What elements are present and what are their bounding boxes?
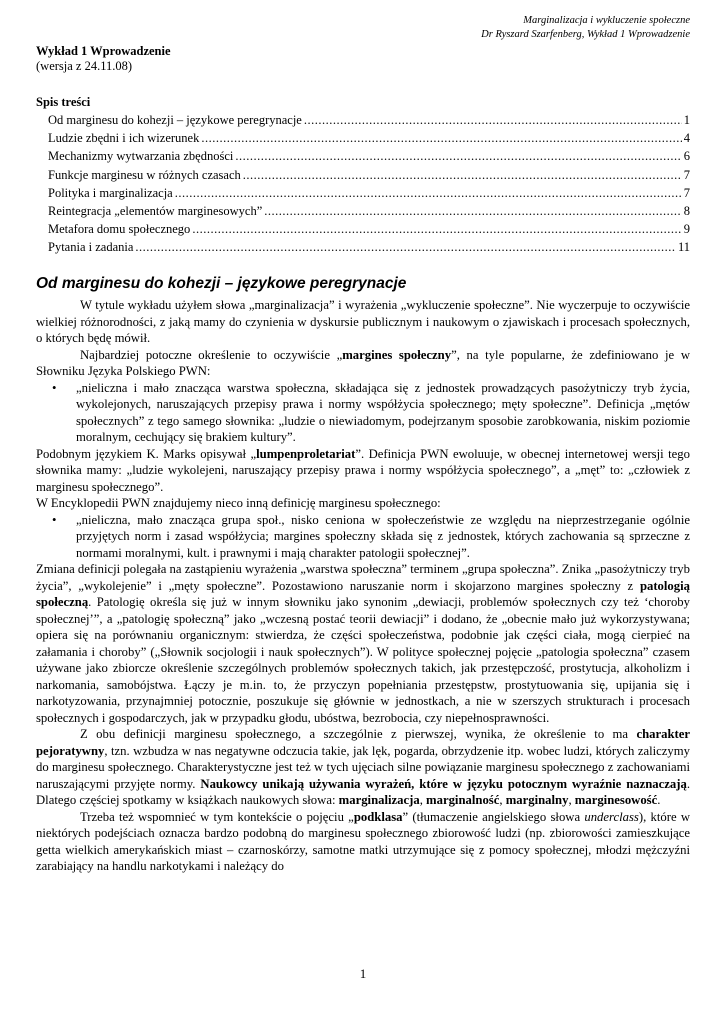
paragraph-3-text-a: Podobnym językiem K. Marks opisywał „ xyxy=(36,446,257,461)
term-marginalnosc: marginalność xyxy=(426,793,500,807)
toc-entry-page[interactable]: 8 xyxy=(683,203,690,218)
toc-entry-title[interactable]: Od marginesu do kohezji – językowe peregrynacje xyxy=(48,113,302,127)
document-title: Wykład 1 Wprowadzenie xyxy=(36,44,171,58)
toc-entry[interactable] xyxy=(48,166,690,184)
term-marginalny: marginalny xyxy=(505,793,569,807)
definition-pwn-encyclopedia: „nieliczna, mało znacząca grupa społ., nisko ceniona w społeczeństwie ze względu na nieprzestrzeganie ogólnie przyjętych norm i zasad współżycia; margines społeczny składa się z jednostek, których zachowania są sprzeczne z normami moralnymi, kult. i prawnymi i mają charakter patologii społecznej”. xyxy=(76,512,690,560)
section-body xyxy=(36,297,690,875)
toc-dot-leader xyxy=(175,184,682,202)
page-number: 1 xyxy=(359,966,367,981)
toc-entry[interactable] xyxy=(48,184,690,202)
toc-dot-leader xyxy=(201,129,681,147)
term-marginesowosc: marginesowość xyxy=(574,793,658,807)
running-header xyxy=(481,14,690,42)
paragraph-6-text-c: . Dlatego częściej spotkamy w książkach naukowych słowa: xyxy=(36,776,690,807)
toc-dot-leader xyxy=(264,202,681,220)
list-item xyxy=(36,380,690,446)
term-charakter-pejoratywny: charakter pejoratywny xyxy=(36,727,690,758)
paragraph-2-text-a: Najbardziej potoczne określenie to oczywiście „ xyxy=(80,347,343,362)
term-margines-spoleczny: margines społeczny xyxy=(342,347,452,362)
toc-entry[interactable] xyxy=(48,111,690,129)
list-item xyxy=(36,512,690,562)
toc-entry-title[interactable]: Pytania i zadania xyxy=(48,240,134,255)
document-page xyxy=(36,0,690,1024)
toc-dot-leader xyxy=(135,238,676,256)
toc-dot-leader xyxy=(235,147,681,165)
definition-list-2 xyxy=(36,512,690,562)
header-author-lecture: Dr Ryszard Szarfenberg, Wykład 1 Wprowadzenie xyxy=(481,29,690,40)
definition-pwn-dictionary: „nieliczna i mało znacząca warstwa społeczna, składająca się z jednostek prowadzących pasożytniczy tryb życia, wykolejonych, naruszających przepisy prawa i normy współżycia społecznego; męty społeczne”. Definicja „mętów społecznych” z tego samego słownika: „ludzie o niewiadomym, podejrzanym sposobie zarobkowania, niskim poziomie moralnym, cechujący się brakiem kultury”. xyxy=(76,380,690,444)
term-lumpenproletariat: lumpenproletariat xyxy=(256,446,356,461)
bullet-icon: • xyxy=(52,512,57,527)
term-podklasa: podklasa xyxy=(353,809,403,824)
toc-dot-leader xyxy=(304,111,682,129)
bullet-icon: • xyxy=(52,380,57,395)
paragraph-6-text-d: . xyxy=(657,793,661,807)
separator: , xyxy=(499,793,506,807)
term-patologia-spoleczna: patologią społeczną xyxy=(36,578,690,609)
toc-dot-leader xyxy=(243,166,682,184)
paragraph-5-text-a: Zmiana definicji polegała na zastąpieniu wyrażenia „warstwa społeczna” terminem „grupa społeczna”. Znika „pasożytniczy tryb życia”, „wykolejenie” i „męty społeczne”. Pozostawiono naruszanie norm i skojarzono margines społeczny z xyxy=(36,562,690,593)
toc-dot-leader xyxy=(192,220,681,238)
paragraph-2-text-b: ”, na tyle popularne, że zdefiniowano je w Słowniku Języka Polskiego PWN: xyxy=(36,347,690,378)
toc-entry[interactable] xyxy=(48,238,690,256)
toc-entry-page[interactable]: 4 xyxy=(683,131,690,146)
paragraph-5-text-b: . Patologię określa się już w innym słowniku jako synonim „dewiacji, problemów społecznych czy też ‘choroby społecznej’”, a „patologię społeczną” jako „wczesną postać teorii dewiacji” i dodano, że „obecnie mało już wykorzystywana; opiera się na porównaniu organicznym: stwierdza, że części społeczeństwa, podobnie jak części ciała, mogą cierpieć na załamania i choroby” („Słownik socjologii i nauk społecznych”). W polityce społecznej pojęcie „patologia społeczna” czasem używane jako zbiorcze określenie szczególnych problemów społecznych takich, jak przestępczość, prostytucja, alkoholizm i narkomania, samobójstwa. Łączy je m.in. to, że przyczyn popełniania przestępstw, prostytuowania się, upijania się i narkotyzowania, przynajmniej potocznie, poszukuje się głównie w jednostkach, a nie w szerszych strukturach i procesach społecznych i gospodarczych, jak w przypadku głodu, ubóstwa, bezrobocia, czy niepełnosprawności. xyxy=(36,595,690,725)
paragraph-7 xyxy=(36,809,690,875)
toc-entry-title[interactable]: Mechanizmy wytwarzania zbędności xyxy=(48,149,234,164)
paragraph-3-text-b: ”. Definicja PWN ewoluuje, w obecnej internetowej wersji tego słownika mamy: „ludzie wykolejeni, naruszający przepisy prawa i normy współżycia społecznego”, a „męt” to: „człowiek z marginesu społecznego”. xyxy=(36,446,690,494)
separator: , xyxy=(419,793,427,807)
section-heading: Od marginesu do kohezji – językowe peregrynacje xyxy=(36,275,407,292)
toc-heading: Spis treści xyxy=(36,95,91,109)
toc-entry-page[interactable]: 1 xyxy=(683,113,690,127)
paragraph-2 xyxy=(36,347,690,380)
paragraph-5 xyxy=(36,561,690,726)
toc-entry-page[interactable]: 9 xyxy=(683,222,690,237)
paragraph-4: W Encyklopedii PWN znajdujemy nieco inną definicję marginesu społecznego: xyxy=(36,496,441,510)
toc-entry-page[interactable]: 6 xyxy=(683,149,690,164)
paragraph-7-text-a: Trzeba też wspomnieć w tym kontekście o pojęciu „ xyxy=(80,809,354,824)
paragraph-6-text-b: , tzn. wzbudza w nas negatywne odczucia takie, jak lęk, pogarda, obrzydzenie itp. wobec ludzi, których zaliczymy do marginesu społecznego. Charakterystyczne jest też w tych ujęciach silne powiązanie marginesu społecznego z zachowaniami naruszającymi przyjęte normy. xyxy=(36,743,690,791)
toc-entry-title[interactable]: Reintegracja „elementów marginesowych” xyxy=(48,203,263,218)
paragraph-1: W tytule wykładu użyłem słowa „marginalizacja” i wyrażenia „wykluczenie społeczne”. Nie wyczerpuje to oczywiście wielkiej różnorodności, z jaką mamy do czynienia w dyskursie publicznym i naukowym o zjawiskach i procesach społecznych, o których będę mówił. xyxy=(36,298,690,345)
toc-entry-page[interactable]: 7 xyxy=(683,167,690,182)
term-marginalizacja: marginalizacja xyxy=(338,793,420,807)
toc-entry[interactable] xyxy=(48,202,690,220)
toc-entry-title[interactable]: Ludzie zbędni i ich wizerunek xyxy=(48,131,200,146)
table-of-contents xyxy=(48,111,690,257)
paragraph-7-text-b: ” (tłumaczenie angielskiego słowa xyxy=(402,809,585,824)
paragraph-6 xyxy=(36,726,690,809)
toc-entry[interactable] xyxy=(48,147,690,165)
toc-entry-page[interactable]: 11 xyxy=(677,240,690,255)
toc-entry-title[interactable]: Funkcje marginesu w różnych czasach xyxy=(48,167,241,182)
emphasis-naukowcy-unikaja: Naukowcy unikają używania wyrażeń, które w języku potocznym wyraźnie naznaczają xyxy=(200,776,687,791)
definition-list-1 xyxy=(36,380,690,446)
toc-entry[interactable] xyxy=(48,129,690,147)
paragraph-3 xyxy=(36,446,690,496)
toc-entry[interactable] xyxy=(48,220,690,238)
term-underclass: underclass xyxy=(584,809,639,824)
toc-entry-title[interactable]: Polityka i marginalizacja xyxy=(48,185,173,200)
paragraph-7-text-c: ), które w niektórych podejściach oznacza bardzo podobną do marginesu społecznego zbiorowość ludzi (np. zbiorowości zamieszkujące getta wielkich amerykańskich miast – czarnoskórzy, samotne matki utrzymujące się z pomocy społecznej, młodzi mężczyźni zarabiający na handlu narkotykami i należący do xyxy=(36,809,690,873)
paragraph-6-text-a: Z obu definicji marginesu społecznego, a szczególnie z pierwszej, wynika, że określenie to ma xyxy=(80,727,637,741)
toc-entry-title[interactable]: Metafora domu społecznego xyxy=(48,222,191,237)
separator: , xyxy=(568,793,575,807)
toc-entry-page[interactable]: 7 xyxy=(683,185,690,200)
header-course-title: Marginalizacja i wykluczenie społeczne xyxy=(523,15,690,26)
document-version: (wersja z 24.11.08) xyxy=(36,59,133,73)
